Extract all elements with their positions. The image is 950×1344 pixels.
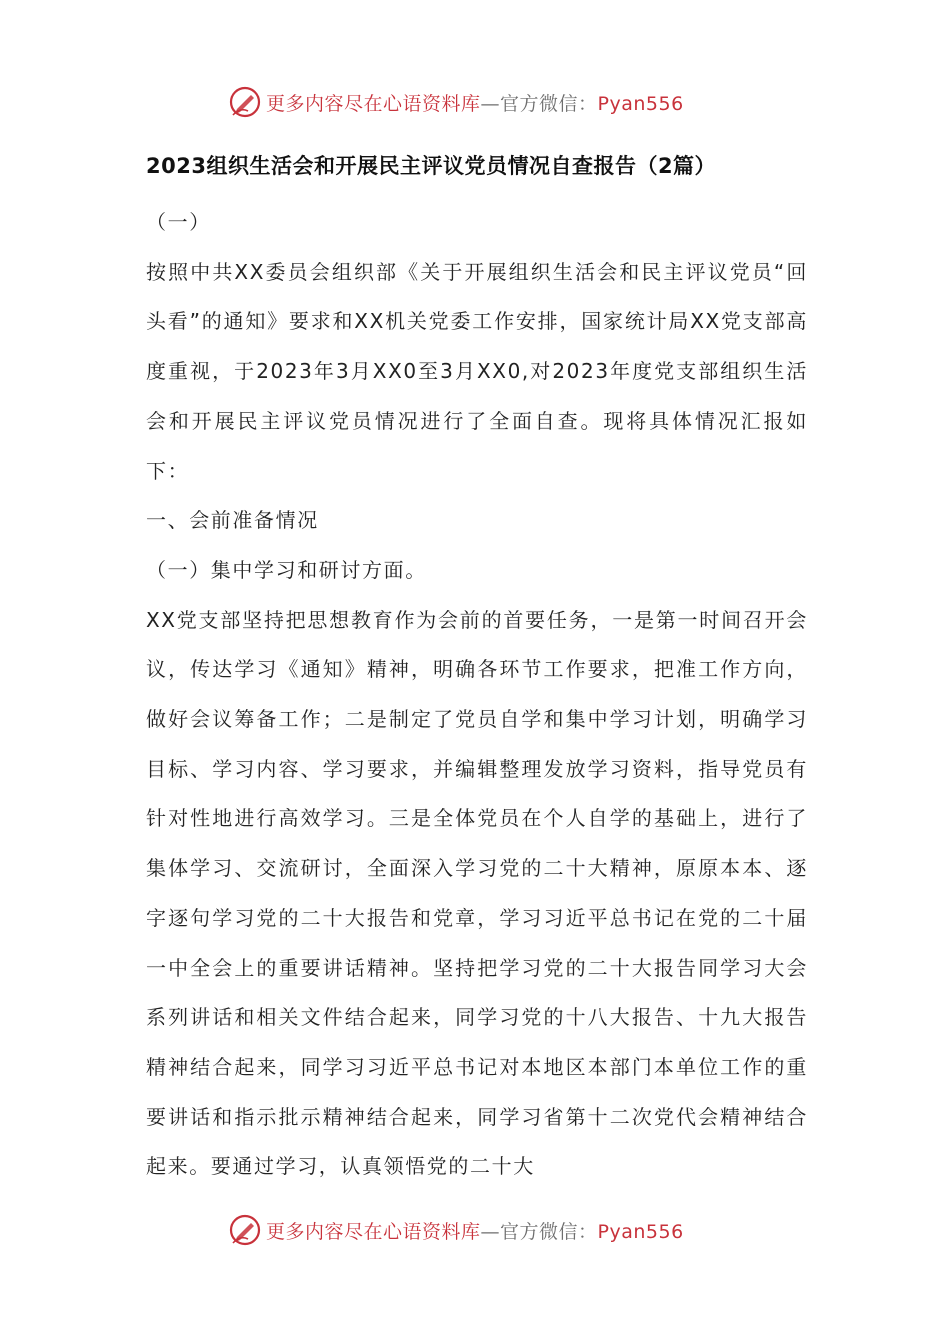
pen-logo-icon (228, 85, 262, 119)
watermark-suffix: 官方微信： (500, 92, 598, 115)
watermark-dash: — (480, 1220, 501, 1243)
document-title: 2023组织生活会和开展民主评议党员情况自查报告（2篇） (146, 154, 717, 178)
watermark-text (266, 89, 684, 116)
watermark-dash: — (480, 92, 501, 115)
watermark-text (266, 1217, 684, 1244)
subsection-heading: （一）集中学习和研讨方面。 (146, 557, 427, 582)
section-heading: 一、会前准备情况 (146, 508, 319, 533)
watermark-wechat-id: Pyan556 (597, 1220, 684, 1243)
paragraph-body: XX党支部坚持把思想教育作为会前的首要任务，一是第一时间召开会议，传达学习《通知》精神，明确各环节工作要求，把准工作方向，做好会议筹备工作；二是制定了党员自学和集中学习计划，明确学习目标、学习内容、学习要求，并编辑整理发放学习资料，指导党员有针对性地进行高效学习。三是全体党员在个人自学的基础上，进行了集体学习、交流研讨，全面深入学习党的二十大精神，原原本本、逐字逐句学习党的二十大报告和党章，学习习近平总书记在党的二十届一中全会上的重要讲话精神。坚持把学习党的二十大报告同学习大会系列讲话和相关文件结合起来，同学习党的十八大报告、十九大报告精神结合起来，同学习习近平总书记对本地区本部门本单位工作的重要讲话和指示批示精神结合起来，同学习省第十二次党代会精神结合起来。要通过学习，认真领悟党的二十大 (146, 607, 808, 1179)
watermark-banner-top (228, 82, 748, 122)
watermark-wechat-id: Pyan556 (597, 92, 684, 115)
pen-logo-icon (228, 1213, 262, 1247)
document-body (146, 198, 808, 1192)
watermark-suffix: 官方微信： (500, 1220, 598, 1243)
watermark-prefix: 更多内容尽在心语资料库 (266, 92, 481, 115)
watermark-prefix: 更多内容尽在心语资料库 (266, 1220, 481, 1243)
watermark-banner-bottom (228, 1210, 748, 1250)
part-label: （一） (146, 210, 211, 234)
paragraph-intro: 按照中共XX委员会组织部《关于开展组织生活会和民主评议党员“回头看”的通知》要求和XX机关党委工作安排，国家统计局XX党支部高度重视，于2023年3月XX0至3月XX0,对2023年度党支部组织生活会和开展民主评议党员情况进行了全面自查。现将具体情况汇报如下： (146, 259, 808, 483)
